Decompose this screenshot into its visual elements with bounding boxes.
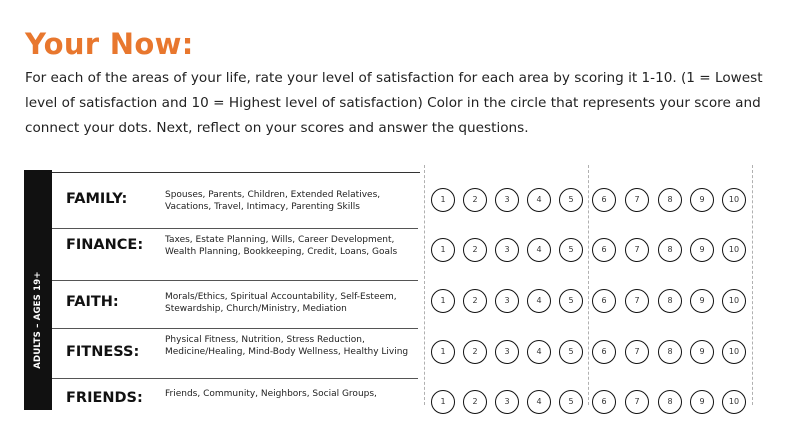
score-circle[interactable]: 8 [658, 289, 682, 313]
score-circle[interactable]: 10 [722, 340, 746, 364]
score-circle[interactable]: 4 [527, 390, 551, 414]
score-circle[interactable]: 2 [463, 289, 487, 313]
score-circle[interactable]: 5 [559, 390, 583, 414]
score-circle[interactable]: 8 [658, 188, 682, 212]
score-circle[interactable]: 2 [463, 390, 487, 414]
score-circle[interactable]: 3 [495, 289, 519, 313]
score-circle[interactable]: 4 [527, 289, 551, 313]
score-circle[interactable]: 3 [495, 340, 519, 364]
page-title: Your Now: [25, 27, 194, 61]
score-circle[interactable]: 6 [592, 238, 616, 262]
life-area-category: FINANCE: [66, 237, 144, 253]
score-circle[interactable]: 8 [658, 238, 682, 262]
scale-divider [424, 165, 425, 405]
life-area-category: FAITH: [66, 294, 119, 310]
score-circle[interactable]: 6 [592, 390, 616, 414]
score-circle[interactable]: 5 [559, 289, 583, 313]
life-area-description: Spouses, Parents, Children, Extended Relatives, Vacations, Travel, Intimacy, Parenting Skills [165, 190, 381, 212]
score-circle[interactable]: 4 [527, 188, 551, 212]
score-circle[interactable]: 8 [658, 390, 682, 414]
score-circle[interactable]: 7 [625, 390, 649, 414]
score-circle[interactable]: 10 [722, 238, 746, 262]
score-circle[interactable]: 6 [592, 188, 616, 212]
instructions-line: level of satisfaction and 10 = Highest level of satisfaction) Color in the circle that represents your score and [25, 95, 761, 111]
score-circle[interactable]: 7 [625, 340, 649, 364]
score-circle[interactable]: 10 [722, 188, 746, 212]
score-circle[interactable]: 9 [690, 238, 714, 262]
score-circle[interactable]: 2 [463, 238, 487, 262]
score-circle[interactable]: 4 [527, 340, 551, 364]
score-circle[interactable]: 1 [431, 340, 455, 364]
life-area-row [52, 328, 420, 378]
life-area-category: FITNESS: [66, 344, 140, 360]
score-circle[interactable]: 5 [559, 340, 583, 364]
score-circle[interactable]: 9 [690, 188, 714, 212]
instructions-line: connect your dots. Next, reflect on your scores and answer the questions. [25, 120, 529, 136]
life-area-description: Physical Fitness, Nutrition, Stress Reduction, Medicine/Healing, Mind-Body Wellness, Healthy Living [165, 335, 409, 357]
life-area-row [52, 172, 420, 228]
score-circle[interactable]: 1 [431, 188, 455, 212]
score-circle[interactable]: 9 [690, 340, 714, 364]
score-circle[interactable]: 8 [658, 340, 682, 364]
scale-divider [752, 165, 753, 405]
life-area-description: Morals/Ethics, Spiritual Accountability, Self-Esteem, Stewardship, Church/Ministry, Mediation [165, 292, 397, 314]
score-circle[interactable]: 1 [431, 390, 455, 414]
score-circle[interactable]: 3 [495, 390, 519, 414]
score-circle[interactable]: 3 [495, 188, 519, 212]
score-circle[interactable]: 3 [495, 238, 519, 262]
score-circle[interactable]: 5 [559, 188, 583, 212]
scale-divider [588, 165, 589, 405]
score-circle[interactable]: 4 [527, 238, 551, 262]
score-circle[interactable]: 10 [722, 390, 746, 414]
life-area-row [52, 228, 420, 280]
score-circle[interactable]: 2 [463, 188, 487, 212]
score-circle[interactable]: 10 [722, 289, 746, 313]
score-circle[interactable]: 7 [625, 289, 649, 313]
life-area-description: Friends, Community, Neighbors, Social Groups, [165, 389, 377, 399]
score-circle[interactable]: 1 [431, 238, 455, 262]
score-circle[interactable]: 9 [690, 390, 714, 414]
age-group-label: ADULTS – AGES 19+ [33, 271, 43, 369]
life-area-row [52, 280, 420, 328]
score-circle[interactable]: 7 [625, 238, 649, 262]
score-circle[interactable]: 2 [463, 340, 487, 364]
score-circle[interactable]: 5 [559, 238, 583, 262]
score-circle[interactable]: 6 [592, 289, 616, 313]
score-circle[interactable]: 6 [592, 340, 616, 364]
score-circle[interactable]: 9 [690, 289, 714, 313]
score-circle[interactable]: 1 [431, 289, 455, 313]
life-area-description: Taxes, Estate Planning, Wills, Career Development, Wealth Planning, Bookkeeping, Credit, Loans, Goals [165, 235, 398, 257]
instructions-paragraph [25, 66, 785, 141]
score-circle[interactable]: 7 [625, 188, 649, 212]
instructions-line: For each of the areas of your life, rate your level of satisfaction for each area by scoring it 1-10. (1 = Lowest [25, 70, 763, 86]
life-area-row [52, 378, 420, 428]
life-area-category: FAMILY: [66, 191, 128, 207]
life-area-category: FRIENDS: [66, 390, 143, 406]
